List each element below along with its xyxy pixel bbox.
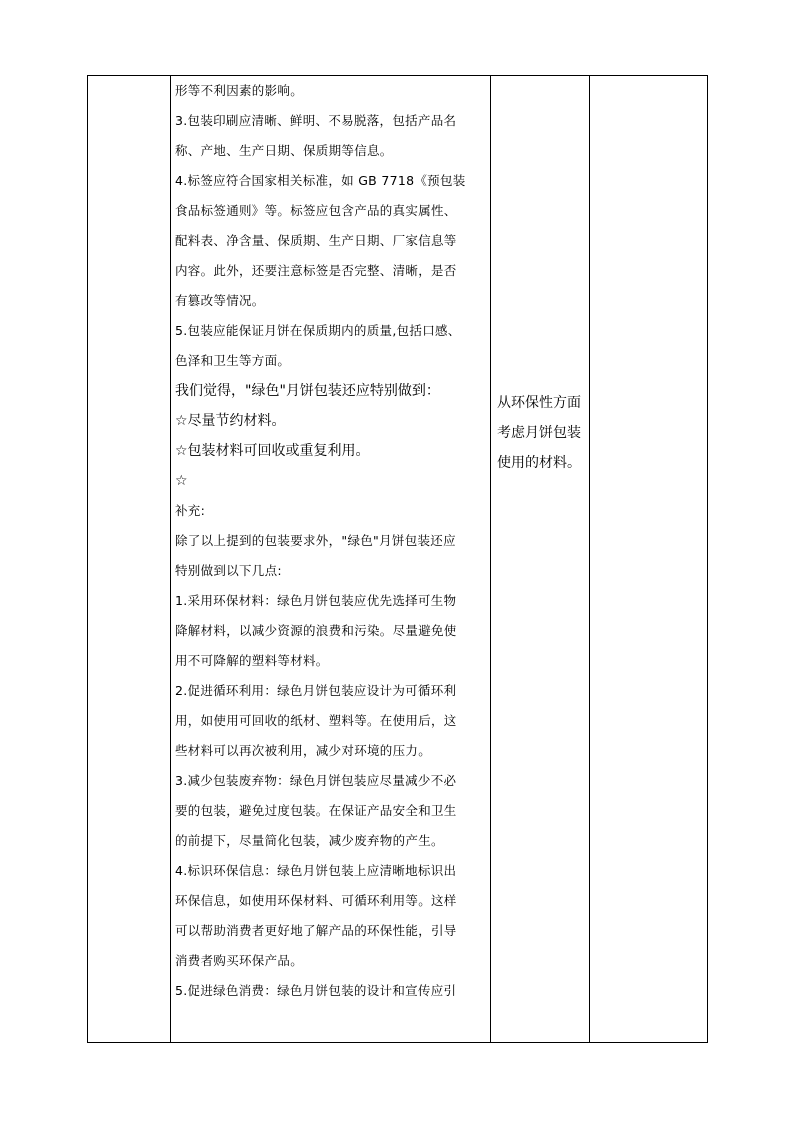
content-line: 1.采用环保材料：绿色月饼包装应优先选择可生物 <box>175 593 457 608</box>
content-line: 2.促进循环利用：绿色月饼包装应设计为可循环利 <box>175 683 457 698</box>
content-line: 些材料可以再次被利用，减少对环境的压力。 <box>175 743 432 758</box>
content-line: 4.标识环保信息：绿色月饼包装上应清晰地标识出 <box>175 863 457 878</box>
content-line: 3.减少包装废弃物：绿色月饼包装应尽量减少不必 <box>175 773 457 788</box>
design-intent-line: 从环保性方面 <box>497 395 581 411</box>
content-line: 的前提下，尽量简化包装，减少废弃物的产生。 <box>175 833 444 848</box>
content-line: ☆包装材料可回收或重复利用。 <box>175 443 370 459</box>
content-line: 3.包装印刷应清晰、鲜明、不易脱落，包括产品名 <box>175 113 457 128</box>
content-line: 除了以上提到的包装要求外，"绿色"月饼包装还应 <box>175 533 456 548</box>
content-line: 补充: <box>175 503 206 518</box>
design-intent-line: 考虑月饼包装 <box>497 425 581 441</box>
content-line: 食品标签通则》等。标签应包含产品的真实属性、 <box>175 203 457 218</box>
content-line: 要的包装，避免过度包装。在保证产品安全和卫生 <box>175 803 457 818</box>
content-line: 4.标签应符合国家相关标准，如 GB 7718《预包装 <box>175 173 466 188</box>
table-border-left <box>87 75 88 1043</box>
content-line: 5.包装应能保证月饼在保质期内的质量,包括口感、 <box>175 323 461 338</box>
content-line: 有篡改等情况。 <box>175 293 265 308</box>
content-line: 内容。此外，还要注意标签是否完整、清晰，是否 <box>175 263 457 278</box>
content-line: 配料表、净含量、保质期、生产日期、厂家信息等 <box>175 233 457 248</box>
content-line: 形等不利因素的影响。 <box>175 83 304 98</box>
column-divider-3 <box>589 75 590 1043</box>
content-cell <box>175 76 487 1006</box>
design-intent-line: 使用的材料。 <box>497 455 581 471</box>
column-divider-2 <box>490 75 491 1043</box>
content-line: 可以帮助消费者更好地了解产品的环保性能，引导 <box>175 923 457 938</box>
content-line: 用不可降解的塑料等材料。 <box>175 653 329 668</box>
column-divider-1 <box>170 75 171 1043</box>
content-line: 用，如使用可回收的纸材、塑料等。在使用后，这 <box>175 713 457 728</box>
design-intent-cell <box>497 388 589 478</box>
content-line: 特别做到以下几点: <box>175 563 282 578</box>
content-line: 我们觉得，"绿色"月饼包装还应特别做到： <box>175 383 440 399</box>
content-line: 色泽和卫生等方面。 <box>175 353 291 368</box>
content-line: ☆尽量节约材料。 <box>175 413 286 429</box>
content-line: 称、产地、生产日期、保质期等信息。 <box>175 143 393 158</box>
content-line: 降解材料，以减少资源的浪费和污染。尽量避免使 <box>175 623 457 638</box>
content-line: ☆ <box>175 473 188 489</box>
table-border-right <box>707 75 708 1043</box>
content-line: 5.促进绿色消费：绿色月饼包装的设计和宣传应引 <box>175 983 457 998</box>
content-line: 环保信息，如使用环保材料、可循环利用等。这样 <box>175 893 457 908</box>
content-line: 消费者购买环保产品。 <box>175 953 304 968</box>
